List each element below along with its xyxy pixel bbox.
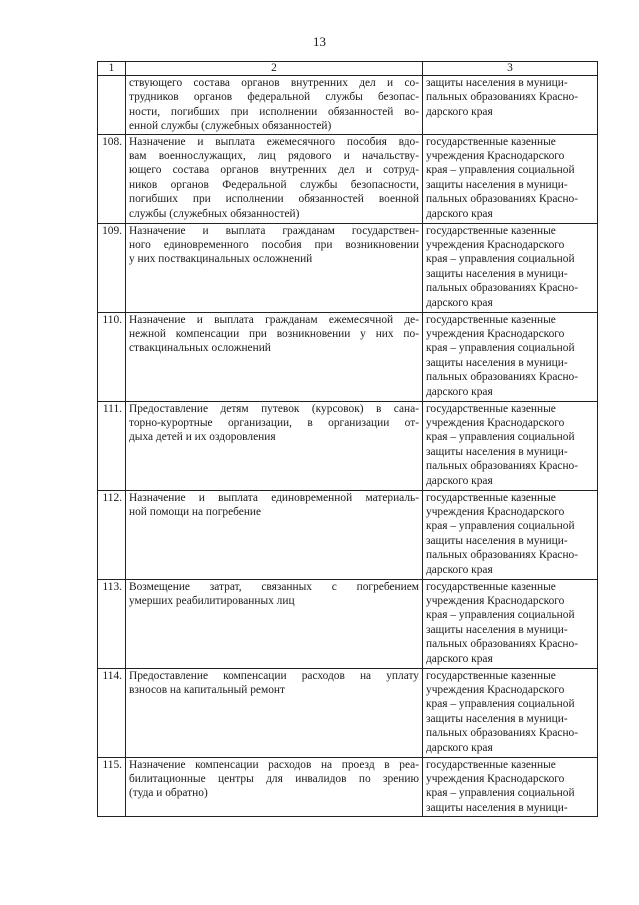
- organization-line: пальных образованиях Красно-: [426, 91, 579, 104]
- header-col-3: 3: [423, 62, 598, 76]
- organization-line: учреждения Краснодарского: [426, 773, 565, 786]
- description-line: ной помощи на погребение: [129, 506, 262, 519]
- organization-line: дарского края: [426, 105, 493, 118]
- description-line: Назначение и выплата гражданам ежемесячной де-: [129, 313, 419, 326]
- organization-line: пальных образованиях Красно-: [426, 549, 579, 562]
- description-line: Предоставление детям путевок (курсовок) в сана-: [129, 402, 419, 415]
- responsible-organization: [423, 76, 598, 135]
- table-row: [98, 579, 598, 668]
- row-number: 109.: [98, 223, 126, 312]
- organization-line: дарского края: [426, 385, 493, 398]
- description-line: взносов на капитальный ремонт: [129, 684, 285, 697]
- row-number: [98, 76, 126, 135]
- description-line: Назначение и выплата ежемесячного пособия вдо-: [129, 135, 419, 148]
- services-table: [97, 61, 598, 817]
- organization-line: защиты населения в муници-: [426, 801, 568, 814]
- organization-line: государственные казенные: [426, 224, 556, 237]
- description-line: умерших реабилитированных лиц: [129, 595, 295, 608]
- service-description: [126, 76, 423, 135]
- row-number: 112.: [98, 490, 126, 579]
- row-number: 111.: [98, 401, 126, 490]
- description-line: Назначение и выплата единовременной материаль-: [129, 491, 419, 504]
- row-number: 108.: [98, 134, 126, 223]
- service-description: [126, 579, 423, 668]
- description-line: билитационные центры для инвалидов по зрению: [129, 773, 419, 786]
- header-col-2: 2: [126, 62, 423, 76]
- description-line: нежной компенсации при возникновении у них по-: [129, 328, 419, 341]
- organization-line: государственные казенные: [426, 313, 556, 326]
- row-number: 110.: [98, 312, 126, 401]
- organization-line: края – управления социальной: [426, 342, 575, 355]
- organization-line: учреждения Краснодарского: [426, 684, 565, 697]
- responsible-organization: [423, 134, 598, 223]
- organization-line: дарского края: [426, 741, 493, 754]
- description-line: торно-курортные организации, в организации от-: [129, 417, 419, 430]
- organization-line: учреждения Краснодарского: [426, 417, 565, 430]
- organization-line: дарского края: [426, 296, 493, 309]
- row-number: 115.: [98, 757, 126, 816]
- table-row: [98, 401, 598, 490]
- description-line: енной службы (служебных обязанностей): [129, 120, 332, 133]
- organization-line: дарского края: [426, 207, 493, 220]
- table-row: [98, 76, 598, 135]
- organization-line: защиты населения в муници-: [426, 712, 568, 725]
- description-line: ников органов Федеральной службы безопасности,: [129, 178, 419, 191]
- organization-line: пальных образованиях Красно-: [426, 282, 579, 295]
- responsible-organization: [423, 401, 598, 490]
- organization-line: учреждения Краснодарского: [426, 328, 565, 341]
- organization-line: пальных образованиях Красно-: [426, 638, 579, 651]
- description-line: ствующего состава органов внутренних дел и со-: [129, 77, 419, 89]
- description-line: погибших при исполнении обязанностей военной: [129, 193, 419, 206]
- organization-line: дарского края: [426, 563, 493, 576]
- organization-line: края – управления социальной: [426, 253, 575, 266]
- header-col-1: 1: [98, 62, 126, 76]
- organization-line: учреждения Краснодарского: [426, 506, 565, 519]
- responsible-organization: [423, 312, 598, 401]
- organization-line: пальных образованиях Красно-: [426, 727, 579, 740]
- responsible-organization: [423, 668, 598, 757]
- row-number: 113.: [98, 579, 126, 668]
- description-line: Назначение компенсации расходов на проезд в реа-: [129, 758, 419, 771]
- organization-line: учреждения Краснодарского: [426, 239, 565, 252]
- table-row: [98, 223, 598, 312]
- organization-line: государственные казенные: [426, 402, 556, 415]
- table-row: [98, 134, 598, 223]
- service-description: [126, 401, 423, 490]
- organization-line: края – управления социальной: [426, 787, 575, 800]
- description-line: ного единовременного пособия при возникновении: [129, 239, 419, 252]
- service-description: [126, 668, 423, 757]
- organization-line: государственные казенные: [426, 491, 556, 504]
- organization-line: края – управления социальной: [426, 609, 575, 622]
- description-line: вам военнослужащих, лиц рядового и начальству-: [129, 150, 419, 163]
- organization-line: государственные казенные: [426, 669, 556, 682]
- organization-line: защиты населения в муници-: [426, 445, 568, 458]
- description-line: Предоставление компенсации расходов на уплату: [129, 669, 419, 682]
- organization-line: защиты населения в муници-: [426, 534, 568, 547]
- service-description: [126, 223, 423, 312]
- organization-line: защиты населения в муници-: [426, 267, 568, 280]
- organization-line: пальных образованиях Красно-: [426, 371, 579, 384]
- organization-line: государственные казенные: [426, 135, 556, 148]
- organization-line: государственные казенные: [426, 580, 556, 593]
- organization-line: края – управления социальной: [426, 520, 575, 533]
- responsible-organization: [423, 757, 598, 816]
- table-row: [98, 490, 598, 579]
- organization-line: защиты населения в муници-: [426, 356, 568, 369]
- service-description: [126, 490, 423, 579]
- service-description: [126, 134, 423, 223]
- page-number: 13: [313, 34, 326, 49]
- description-line: ности, погибших при исполнении обязанностей во-: [129, 105, 419, 118]
- responsible-organization: [423, 579, 598, 668]
- table-row: [98, 668, 598, 757]
- description-line: у них поствакцинальных осложнений: [129, 253, 313, 266]
- organization-line: дарского края: [426, 474, 493, 487]
- organization-line: пальных образованиях Красно-: [426, 193, 579, 206]
- description-line: ющего состава органов внутренних дел и сотруд-: [129, 164, 419, 177]
- description-line: (туда и обратно): [129, 787, 208, 800]
- responsible-organization: [423, 490, 598, 579]
- table-header-row: [98, 62, 598, 76]
- organization-line: края – управления социальной: [426, 164, 575, 177]
- organization-line: края – управления социальной: [426, 431, 575, 444]
- service-description: [126, 757, 423, 816]
- row-number: 114.: [98, 668, 126, 757]
- table-row: [98, 757, 598, 816]
- organization-line: пальных образованиях Красно-: [426, 460, 579, 473]
- organization-line: защиты населения в муници-: [426, 623, 568, 636]
- description-line: дыха детей и их оздоровления: [129, 431, 276, 444]
- description-line: трудников органов федеральной службы безопас-: [129, 91, 419, 104]
- table-row: [98, 312, 598, 401]
- organization-line: государственные казенные: [426, 758, 556, 771]
- description-line: службы (служебных обязанностей): [129, 207, 300, 220]
- description-line: Возмещение затрат, связанных с погребением: [129, 580, 419, 593]
- organization-line: дарского края: [426, 652, 493, 665]
- organization-line: учреждения Краснодарского: [426, 595, 565, 608]
- organization-line: края – управления социальной: [426, 698, 575, 711]
- responsible-organization: [423, 223, 598, 312]
- organization-line: учреждения Краснодарского: [426, 150, 565, 163]
- description-line: ствакцинальных осложнений: [129, 342, 271, 355]
- organization-line: защиты населения в муници-: [426, 77, 568, 89]
- service-description: [126, 312, 423, 401]
- description-line: Назначение и выплата гражданам государствен-: [129, 224, 419, 237]
- organization-line: защиты населения в муници-: [426, 178, 568, 191]
